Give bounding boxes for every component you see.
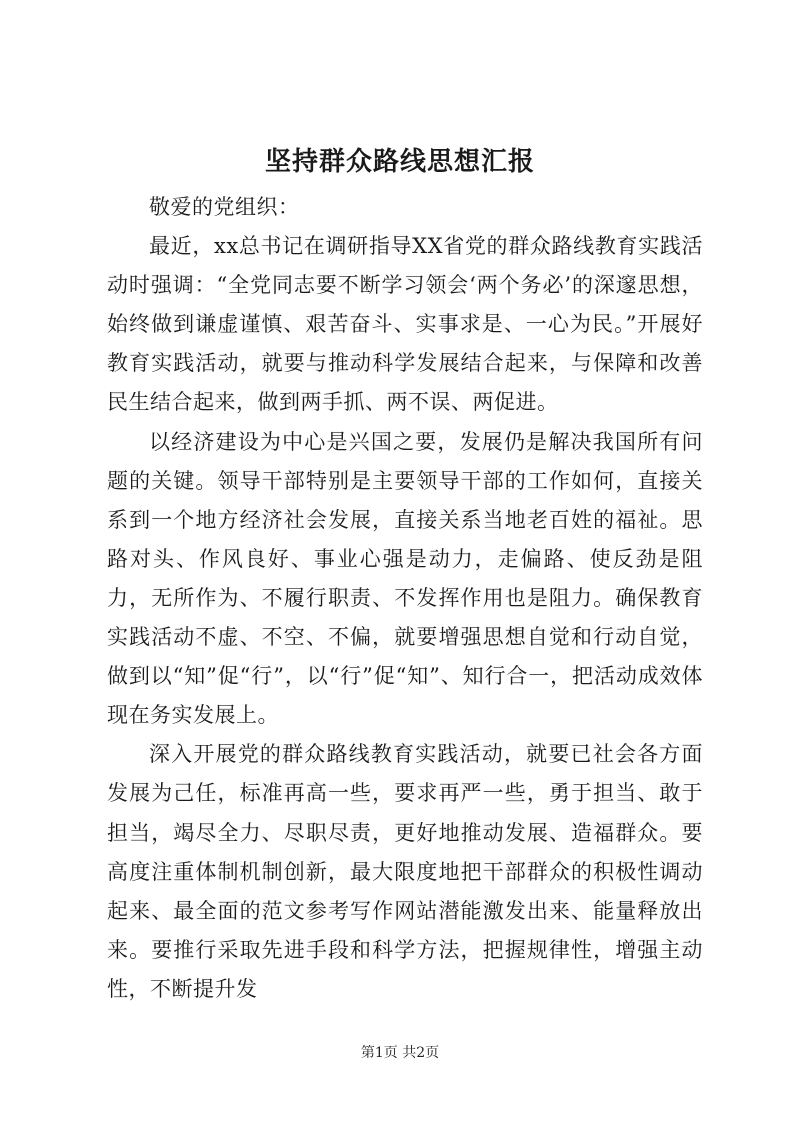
document-title: 坚持群众路线思想汇报 (264, 147, 535, 177)
paragraph-3: 深入开展党的群众路线教育实践活动，就要已社会各方面发展为己任，标准再高一些，要求再严一些，勇于担当、敢于担当，竭尽全力、尽职尽责，更好地推动发展、造福群众。要高度注重体制机制创新，最大限度地把干部群众的积极性调动起来、最全面的范文参考写作网站潜能激发出来、能量释放出来。要推行采取先进手段和科学方法，把握规律性，增强主动性，不断提升发 (107, 742, 703, 1001)
salutation: 敬爱的党组织： (149, 195, 300, 219)
page-footer: 第1页 共2页 (360, 1045, 440, 1061)
paragraph-2: 以经济建设为中心是兴国之要，发展仍是解决我国所有问题的关键。领导干部特别是主要领导干部的工作如何，直接关系到一个地方经济社会发展，直接关系当地老百姓的福祉。思路对头、作风良好、事业心强是动力，走偏路、使反劲是阻力，无所作为、不履行职责、不发挥作用也是阻力。确保教育实践活动不虚、不空、不偏，就要增强思想自觉和行动自觉，做到以“知”促“行”，以“行”促“知”、知行合一，把活动成效体现在务实发展上。 (107, 429, 703, 728)
document-body (107, 188, 703, 1009)
paragraph-1: 最近，xx总书记在调研指导XX省党的群众路线教育实践活动时强调：“全党同志要不断学习领会‘两个务必’的深邃思想，始终做到谦虚谨慎、艰苦奋斗、实事求是、一心为民。”开展好教育实践活动，就要与推动科学发展结合起来，与保障和改善民生结合起来，做到两手抓、两不误、两促进。 (107, 234, 703, 415)
